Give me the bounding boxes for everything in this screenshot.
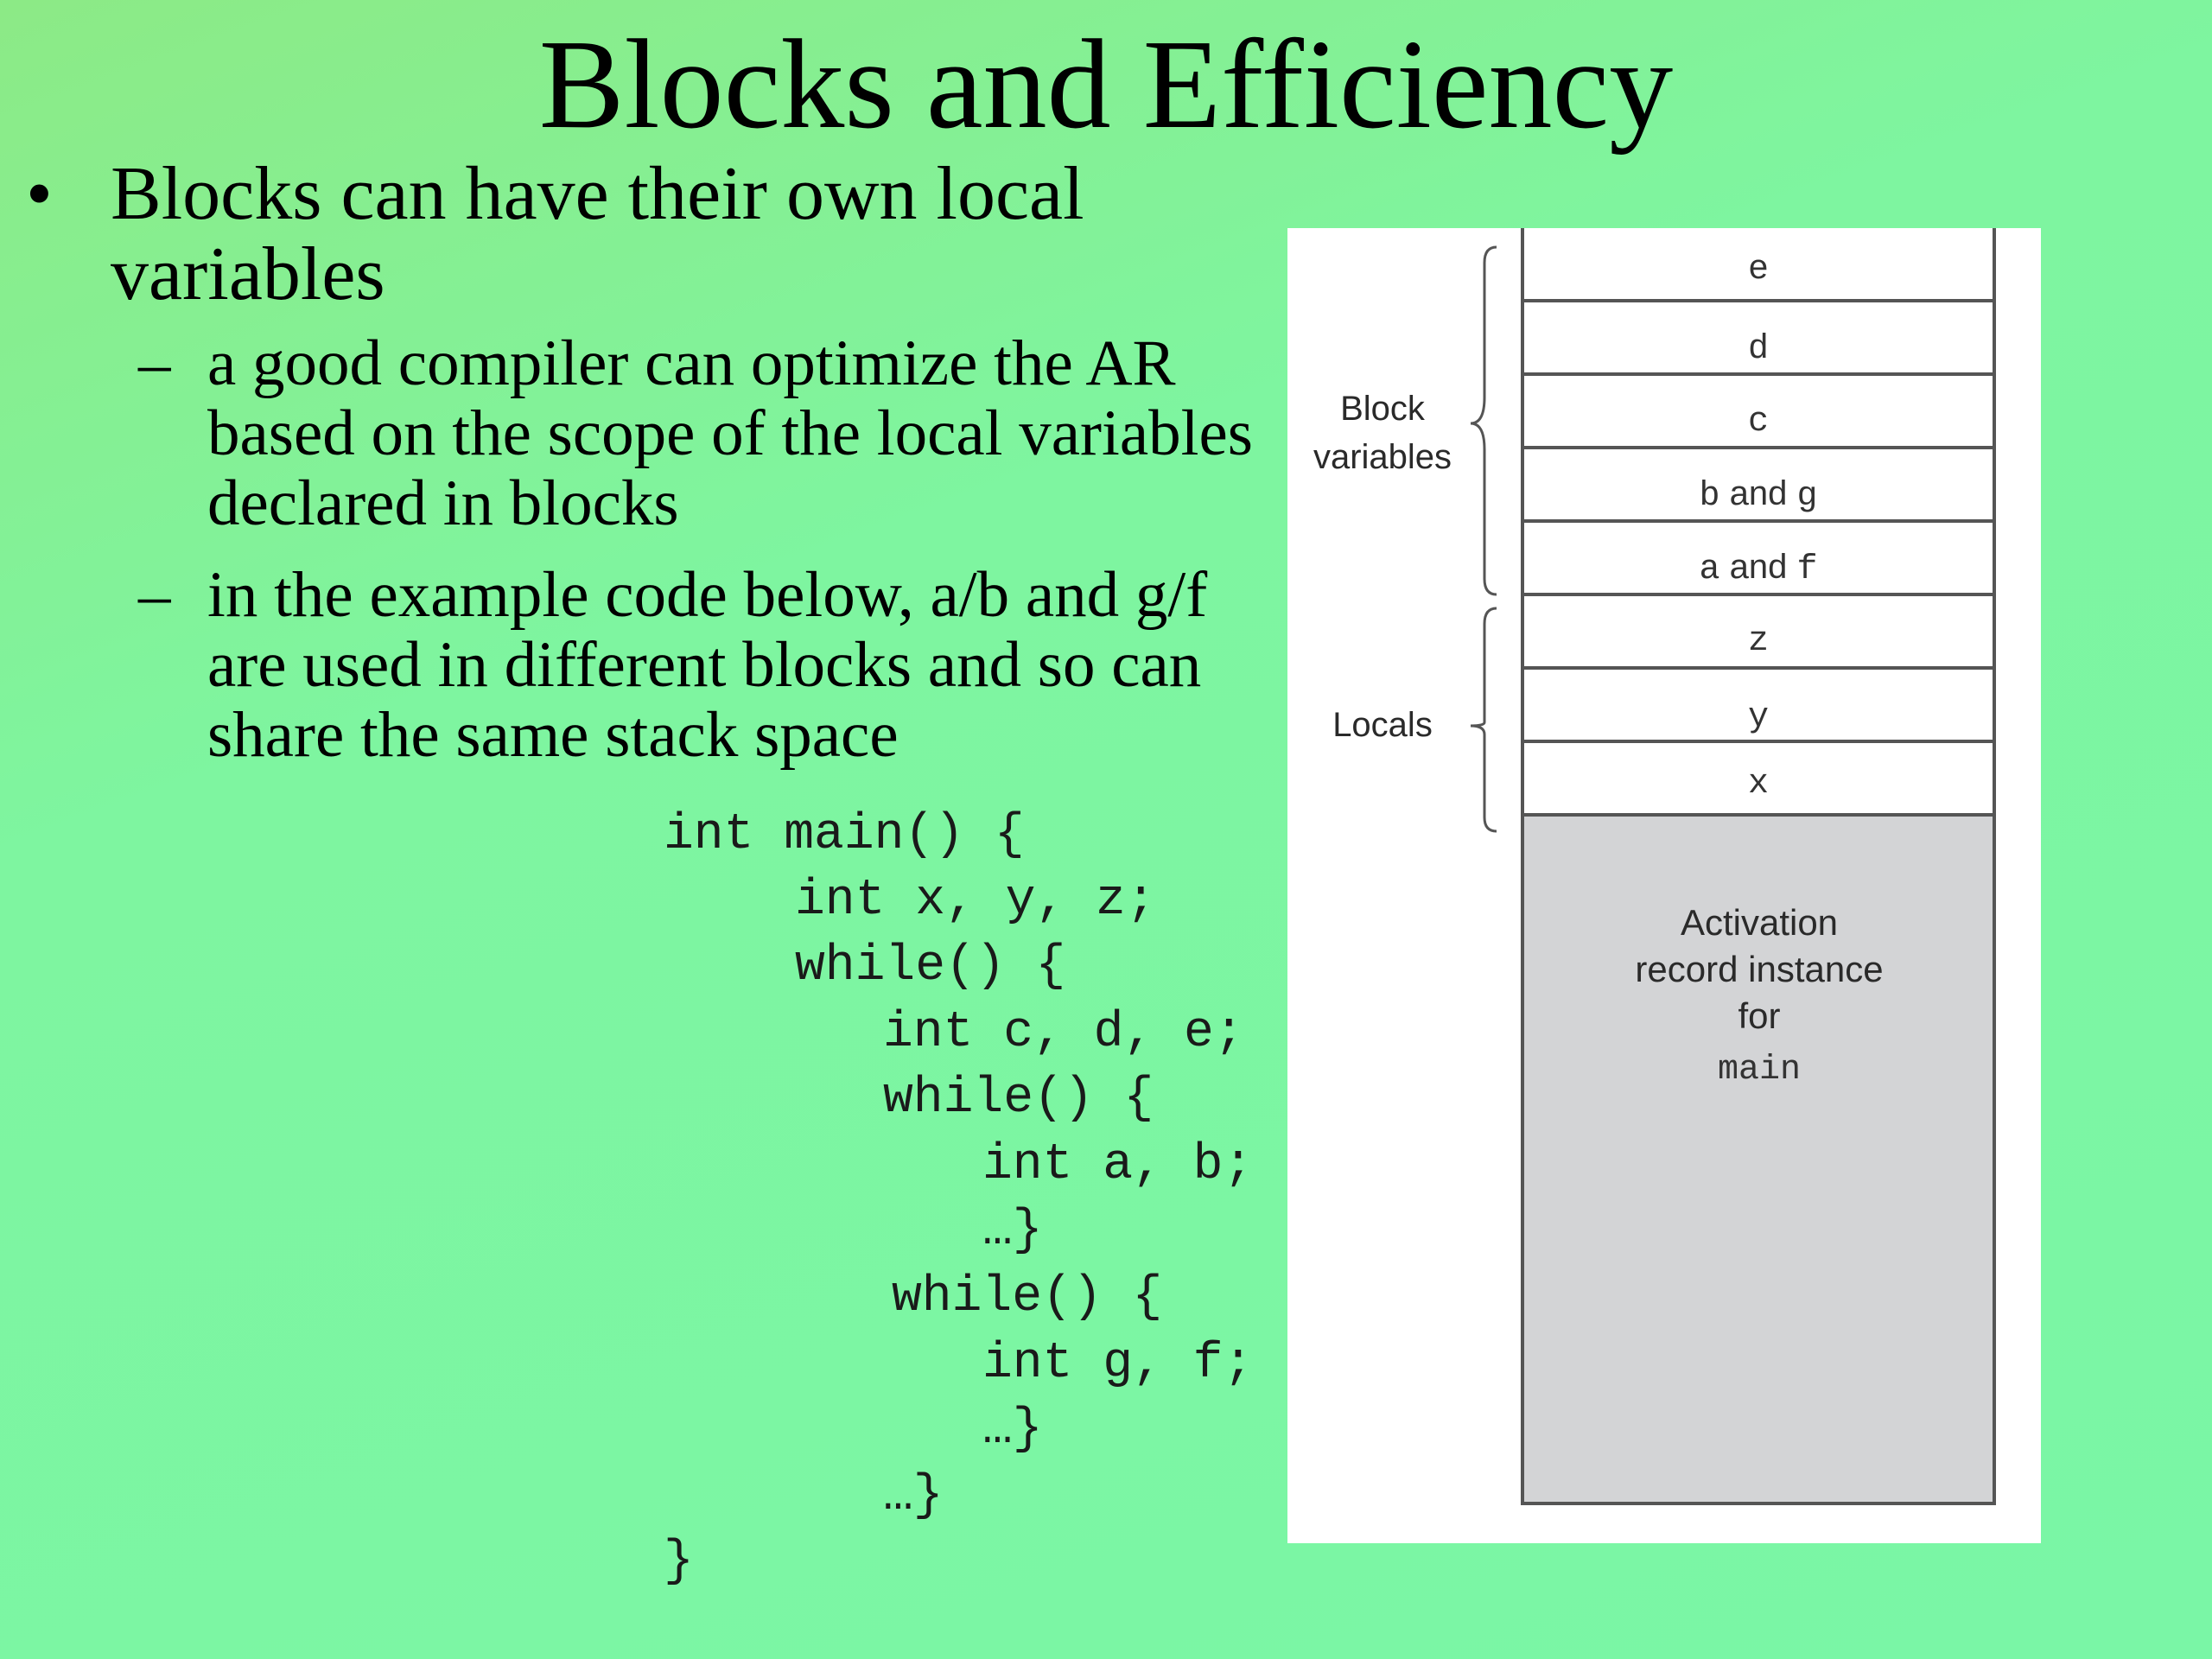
stack-cell-label: e: [1747, 251, 1770, 289]
stack-cell-label: b and g: [1699, 474, 1818, 516]
stack-cell-label: y: [1747, 698, 1770, 737]
code-line: int a, b;: [982, 1137, 1254, 1193]
code-line: …}: [883, 1468, 944, 1524]
activation-record-label: Activation: [1680, 902, 1839, 943]
locals-brace: [1471, 608, 1497, 831]
code-line: int g, f;: [982, 1336, 1254, 1392]
block-variables-label: variables: [1313, 438, 1452, 476]
stack-cell-label: c: [1747, 403, 1770, 442]
code-line: while() {: [892, 1269, 1163, 1325]
activation-record-function: main: [1717, 1051, 1802, 1090]
subbullet-item-optimize: [138, 328, 1262, 553]
code-line: …}: [982, 1402, 1043, 1458]
subbullet-text: a good compiler can optimize the AR based on the scope of the local variables declared in blocks: [207, 327, 1253, 539]
code-line: int c, d, e;: [883, 1005, 1244, 1061]
block-variables-label: Block: [1340, 390, 1425, 428]
subbullet-marker: –: [138, 559, 171, 631]
stack-cell-label: d: [1747, 330, 1770, 369]
block-variables-brace: [1471, 247, 1497, 594]
stack-diagram-svg: [1287, 228, 2041, 1543]
code-line: while() {: [883, 1071, 1154, 1127]
stack-cell-label: z: [1747, 622, 1770, 661]
locals-label: Locals: [1332, 706, 1433, 744]
code-line: …}: [982, 1203, 1043, 1259]
code-line: int x, y, z;: [795, 873, 1156, 929]
slide-title: Blocks and Efficiency: [538, 14, 1674, 156]
bullet-marker: •: [26, 152, 53, 236]
activation-record-diagram: [1287, 228, 2041, 1543]
stack-cell-label: x: [1747, 765, 1770, 804]
activation-record-label: for: [1738, 995, 1781, 1036]
activation-record-label: record instance: [1635, 949, 1884, 989]
code-line: while() {: [795, 938, 1066, 995]
code-line: int main() {: [664, 807, 1025, 863]
subbullet-marker: –: [138, 327, 171, 399]
code-line: }: [664, 1534, 694, 1590]
subbullet-text: in the example code below, a/b and g/f are used in different blocks and so can share the same stack space: [207, 559, 1208, 771]
bullet-text: Blocks can have their own local variables: [111, 152, 1084, 316]
subbullet-item-example: [138, 560, 1262, 845]
stack-cell-label: a and f: [1699, 548, 1818, 589]
